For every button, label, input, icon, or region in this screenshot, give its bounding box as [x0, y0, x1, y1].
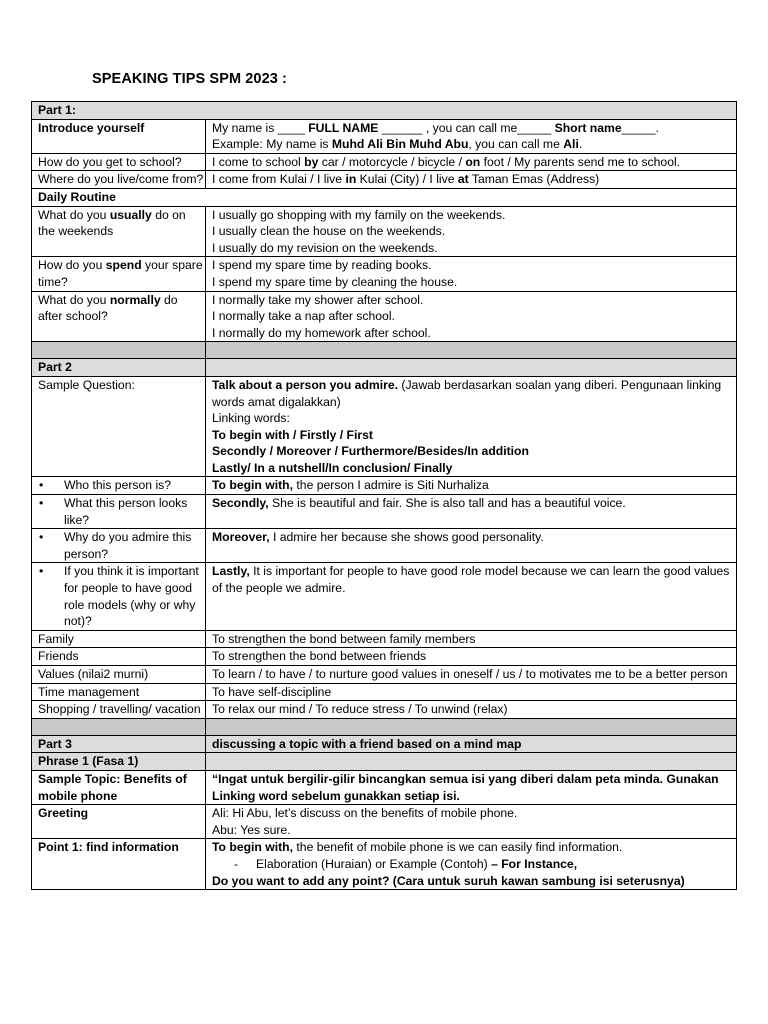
part1-header-row: [32, 102, 737, 120]
text-bold: To begin with,: [212, 840, 294, 855]
theme-cell: Friends: [32, 648, 206, 666]
dialogue-line: Abu: Yes sure.: [212, 822, 291, 837]
text-bold: spend: [105, 258, 142, 273]
answer-cell: To strengthen the bond between friends: [206, 648, 737, 666]
answer-cell: [206, 153, 737, 171]
answer-cell: [206, 495, 737, 529]
answer-line: [212, 120, 736, 137]
separator-cell: [32, 342, 206, 359]
text-bold: Moreover,: [212, 530, 270, 545]
empty-cell: [206, 753, 737, 771]
instruction-text: [212, 377, 736, 410]
text: , you can call me: [468, 137, 564, 152]
text: .: [578, 137, 583, 152]
part2-header-row: [32, 359, 737, 377]
text: How do you: [38, 258, 106, 273]
text: do after school?: [38, 292, 178, 324]
text-bold: at: [457, 172, 469, 187]
question-cell: How do you get to school?: [32, 153, 206, 171]
text: What do you: [38, 207, 110, 222]
part2-label: Part 2: [32, 359, 206, 377]
table-row: [32, 683, 737, 701]
text: I come from Kulai / I live: [212, 172, 346, 187]
text: My name is ____: [212, 120, 309, 135]
bullet-question: • What this person looks like?: [38, 495, 205, 528]
answer-line: I spend my spare time by reading books.: [212, 258, 432, 273]
text: She is beautiful and fair. She is also tall and has a beautiful voice.: [268, 496, 626, 511]
answer-cell: [206, 206, 737, 257]
text: Elaboration (Huraian) or Example (Contoh): [256, 856, 492, 871]
separator-cell: [32, 718, 206, 735]
answer-line: I normally do my homework after school.: [212, 325, 431, 340]
text: Kulai (City) / I live: [356, 172, 458, 187]
table-row: [32, 153, 737, 171]
bullet-question: • If you think it is important for people to have good role models (why or why not)?: [38, 563, 205, 629]
table-row: [32, 648, 737, 666]
text-bold: normally: [109, 292, 161, 307]
table-row: [32, 119, 737, 153]
part1-label: Part 1:: [32, 102, 737, 120]
answer-cell: “Ingat untuk bergilir-gilir bincangkan semua isi yang diberi dalam peta minda. Gunakan Linking word sebelum gunakkan setiap isi.: [206, 770, 737, 804]
answer-cell: [206, 805, 737, 839]
theme-cell: Values (nilai2 murni): [32, 666, 206, 684]
text: (Jawab berdasarkan soalan yang diberi. Pengunaan linking words amat digalakkan): [212, 377, 722, 409]
answer-line: [212, 171, 736, 188]
theme-cell: Family: [32, 630, 206, 648]
table-row: [32, 206, 737, 257]
answer-line: I usually go shopping with my family on the weekends.: [212, 207, 506, 222]
question-cell: [32, 495, 206, 529]
answer-line: I usually clean the house on the weekends.: [212, 224, 446, 239]
text: What do you: [38, 292, 110, 307]
elaboration-line: [212, 856, 736, 873]
text-bold: Secondly,: [212, 496, 269, 511]
theme-cell: Time management: [32, 683, 206, 701]
table-row: [32, 701, 737, 719]
separator-cell: [206, 342, 737, 359]
text: foot / My parents send me to school.: [480, 154, 681, 169]
text-bold: Talk about a person you admire.: [212, 377, 399, 392]
question-cell: [32, 291, 206, 342]
empty-cell: [206, 359, 737, 377]
question-cell: [32, 563, 206, 630]
answer-line: I spend my spare time by cleaning the house.: [212, 274, 458, 289]
text-bold: usually: [109, 207, 152, 222]
text: Example: My name is: [212, 137, 332, 152]
answer-line: I normally take my shower after school.: [212, 292, 424, 307]
answer-cell: [206, 563, 737, 630]
answer-line: [212, 495, 736, 512]
answer-cell: [206, 529, 737, 563]
answer-line: [212, 154, 736, 171]
speaking-tips-table: [31, 101, 737, 890]
table-row: [32, 477, 737, 495]
dialogue-line: Ali: Hi Abu, let’s discuss on the benefits of mobile phone.: [212, 806, 518, 821]
question-cell: Greeting: [32, 805, 206, 839]
text-bold: Short name: [554, 120, 622, 135]
table-row: [32, 805, 737, 839]
answer-line: [212, 839, 736, 856]
question-cell: [32, 477, 206, 495]
text-bold: – For Instance,: [491, 856, 578, 871]
answer-line: [212, 529, 736, 546]
text: your spare time?: [38, 258, 203, 289]
linking-line: Lastly/ In a nutshell/In conclusion/ Finally: [212, 460, 453, 475]
table-row: [32, 529, 737, 563]
answer-line: [212, 136, 736, 153]
linking-label: Linking words:: [212, 411, 290, 426]
answer-cell: [206, 171, 737, 189]
question-cell: Point 1: find information: [32, 839, 206, 890]
linking-line: Secondly / Moreover / Furthermore/Besides/In addition: [212, 444, 529, 459]
phrase-label: Phrase 1 (Fasa 1): [32, 753, 206, 771]
text: do on the weekends: [38, 207, 186, 239]
separator-row: [32, 718, 737, 735]
table-row: [32, 171, 737, 189]
text: Taman Emas (Address): [468, 172, 600, 187]
phrase-row: [32, 753, 737, 771]
text: the person I admire is Siti Nurhaliza: [293, 478, 489, 493]
dash-bullet: -: [234, 856, 239, 871]
table-row: [32, 630, 737, 648]
part3-header-row: [32, 735, 737, 753]
page-title: SPEAKING TIPS SPM 2023 :: [92, 71, 287, 87]
part3-label: Part 3: [32, 735, 206, 753]
answer-cell: To have self-discipline: [206, 683, 737, 701]
theme-cell: Shopping / travelling/ vacation: [32, 701, 206, 719]
answer-cell: [206, 477, 737, 495]
answer-cell: [206, 376, 737, 477]
answer-cell: To relax our mind / To reduce stress / To unwind (relax): [206, 701, 737, 719]
bullet-question: • Why do you admire this person?: [38, 529, 205, 562]
question-cell: [32, 206, 206, 257]
section-label: Daily Routine: [32, 188, 737, 206]
daily-routine-row: [32, 188, 737, 206]
text-bold: Muhd Ali Bin Muhd Abu: [331, 137, 469, 152]
table-row: [32, 770, 737, 804]
text-bold: To begin with,: [212, 478, 294, 493]
bullet-question: • Who this person is?: [38, 477, 205, 494]
answer-cell: To strengthen the bond between family members: [206, 630, 737, 648]
answer-line: [212, 477, 736, 494]
text-bold: Ali: [563, 137, 579, 152]
text-bold: FULL NAME: [308, 120, 379, 135]
text: It is important for people to have good role model because we can learn the good values of the people we admire.: [212, 564, 730, 596]
part3-description: discussing a topic with a friend based on a mind map: [206, 735, 737, 753]
answer-line: Do you want to add any point? (Cara untuk suruh kawan sambung isi seterusnya): [212, 873, 685, 888]
answer-cell: [206, 257, 737, 291]
text: I come to school: [212, 154, 305, 169]
text: ______ , you can call me_____: [378, 120, 555, 135]
answer-line: I normally take a nap after school.: [212, 309, 395, 324]
text: I admire her because she shows good personality.: [269, 530, 544, 545]
table-row: [32, 257, 737, 291]
question-cell: Sample Topic: Benefits of mobile phone: [32, 770, 206, 804]
text: car / motorcycle / bicycle /: [318, 154, 466, 169]
linking-line: To begin with / Firstly / First: [212, 427, 373, 442]
text-bold: by: [304, 154, 319, 169]
table-row: [32, 839, 737, 890]
table-row: [32, 563, 737, 630]
question-cell: [32, 257, 206, 291]
answer-line: I usually do my revision on the weekends.: [212, 240, 438, 255]
text-bold: on: [465, 154, 481, 169]
answer-cell: [206, 839, 737, 890]
text-bold: Lastly,: [212, 564, 250, 579]
answer-cell: To learn / to have / to nurture good values in oneself / us / to motivates me to be a better person: [206, 666, 737, 684]
question-cell: [32, 529, 206, 563]
question-cell: Sample Question:: [32, 376, 206, 477]
table-row: [32, 666, 737, 684]
table-row: [32, 376, 737, 477]
table-row: [32, 291, 737, 342]
table-row: [32, 495, 737, 529]
question-cell: Where do you live/come from?: [32, 171, 206, 189]
answer-line: [212, 563, 736, 596]
question-cell: Introduce yourself: [32, 119, 206, 153]
separator-cell: [206, 718, 737, 735]
answer-cell: [206, 119, 737, 153]
text: _____.: [621, 120, 659, 135]
separator-row: [32, 342, 737, 359]
answer-cell: [206, 291, 737, 342]
text: the benefit of mobile phone is we can easily find information.: [293, 840, 623, 855]
text-bold: in: [345, 172, 357, 187]
